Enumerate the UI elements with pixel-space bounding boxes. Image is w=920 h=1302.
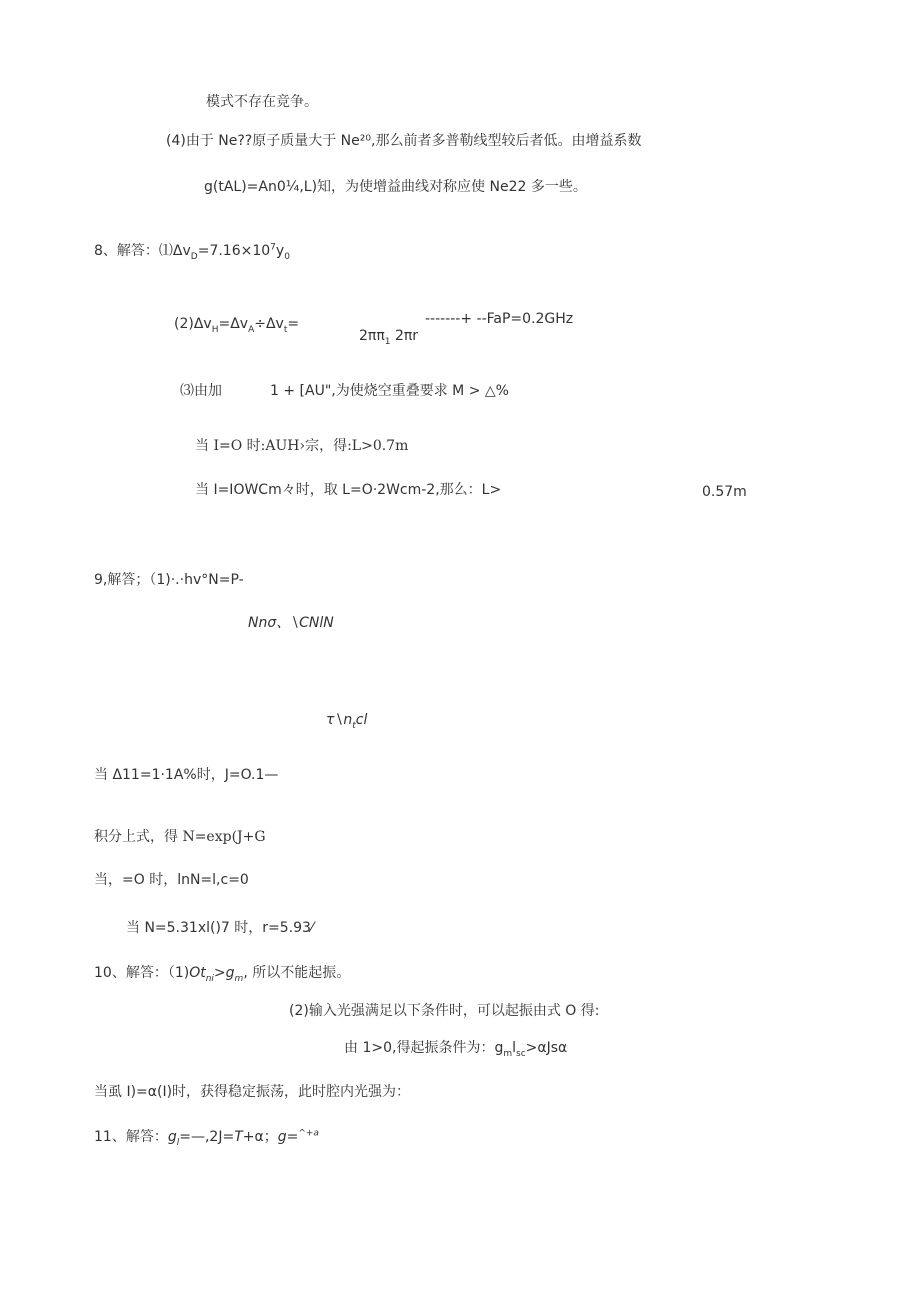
text: = [287, 316, 300, 332]
answer-10-line-2: (2)输入光强满足以下条件时，可以起振由式 O 得: [289, 1003, 600, 1019]
text-line-2: (4)由于 Ne??原子质量大于 Ne²⁰,那么前者多普勒线型较后者低。由增益系数 [166, 133, 642, 149]
text: l [512, 1040, 517, 1056]
text: T [234, 1129, 243, 1145]
text: 10、解答：（1) [94, 965, 190, 981]
text: Ot [189, 965, 206, 981]
text: τ∖n [326, 712, 353, 728]
text: =7.16×10 [197, 243, 271, 259]
text-line-1: 模式不存在竞争。 [206, 94, 318, 110]
answer-9-line-2: Nnσ、∖CNlN [248, 615, 334, 631]
text: (2)Δv [174, 316, 212, 332]
text: cl [355, 712, 368, 728]
text-line-3: g(tAL)=An0¼,L)知，为使增益曲线对称应使 Ne22 多一些。 [204, 179, 587, 195]
answer-10-line-3 [344, 1039, 567, 1057]
answer-8-line-3a: ⑶由加 [180, 383, 222, 399]
answer-8-line-5: 当 I=IOWCm々时，取 L=O·2Wcm-2,那么：L> [195, 482, 502, 498]
subscript: ni [205, 973, 214, 984]
answer-8-line-1 [94, 242, 290, 260]
text: >αJsα [525, 1040, 568, 1056]
answer-8-line-3b: 1 + [AU",为使烧空重叠要求 M > △% [270, 383, 509, 399]
text: 2ππ [359, 328, 385, 344]
answer-8-line-5-value: 0.57m [702, 484, 747, 500]
text: g [277, 1129, 287, 1145]
answer-9-line-1: 9,解答；（1)·.·hv°N=P- [94, 572, 244, 588]
subscript: 1 [384, 336, 391, 347]
answer-9-line-4: 当 Δ11=1·1A%时，J=O.1— [94, 767, 279, 783]
formula-fraction-top: -------+ --FaP=0.2GHz [425, 311, 574, 327]
superscript: 7 [270, 242, 276, 253]
text: 2πr [390, 328, 419, 344]
answer-9-line-5: 积分上式，得 N=exp(J+G [94, 829, 266, 845]
text: >g [213, 965, 235, 981]
answer-10-line-4: 当虱 I)=α(I)时，获得稳定振荡，此时腔内光强为： [94, 1084, 411, 1100]
text: 8、解答：⑴Δv [94, 243, 191, 259]
subscript: sc [516, 1048, 526, 1059]
formula-fraction-bottom [359, 327, 418, 345]
answer-11-line-1 [94, 1128, 319, 1146]
text: , 所以不能起振。 [243, 965, 351, 981]
text: 由 1>0,得起振条件为：g [344, 1040, 504, 1056]
text: ÷Δv [254, 316, 284, 332]
text: =Δv [218, 316, 249, 332]
subscript: t [352, 720, 356, 731]
text: =—,2J= [179, 1129, 235, 1145]
answer-9-line-3 [326, 711, 367, 729]
text: y [275, 243, 285, 259]
answer-10-line-1 [94, 964, 350, 982]
subscript: D [190, 251, 198, 262]
text: g [167, 1129, 177, 1145]
text: = [286, 1129, 299, 1145]
text: +α； [242, 1129, 278, 1145]
subscript: t [283, 324, 288, 335]
text: 11、解答： [94, 1129, 168, 1145]
subscript: 0 [284, 251, 290, 262]
subscript: m [503, 1048, 513, 1059]
subscript: l [176, 1137, 180, 1148]
subscript: m [234, 973, 244, 984]
answer-8-line-4: 当 I=O 时:AUH›宗，得:L>0.7m [195, 438, 409, 454]
answer-9-line-7: 当 N=5.31xl()7 时，r=5.93⁄ [126, 920, 314, 936]
subscript: H [211, 324, 219, 335]
subscript: A [248, 324, 255, 335]
answer-8-line-2 [174, 315, 299, 333]
superscript: ^+a [298, 1128, 319, 1139]
answer-9-line-6: 当，=O 时，lnN=l,c=0 [94, 872, 249, 888]
